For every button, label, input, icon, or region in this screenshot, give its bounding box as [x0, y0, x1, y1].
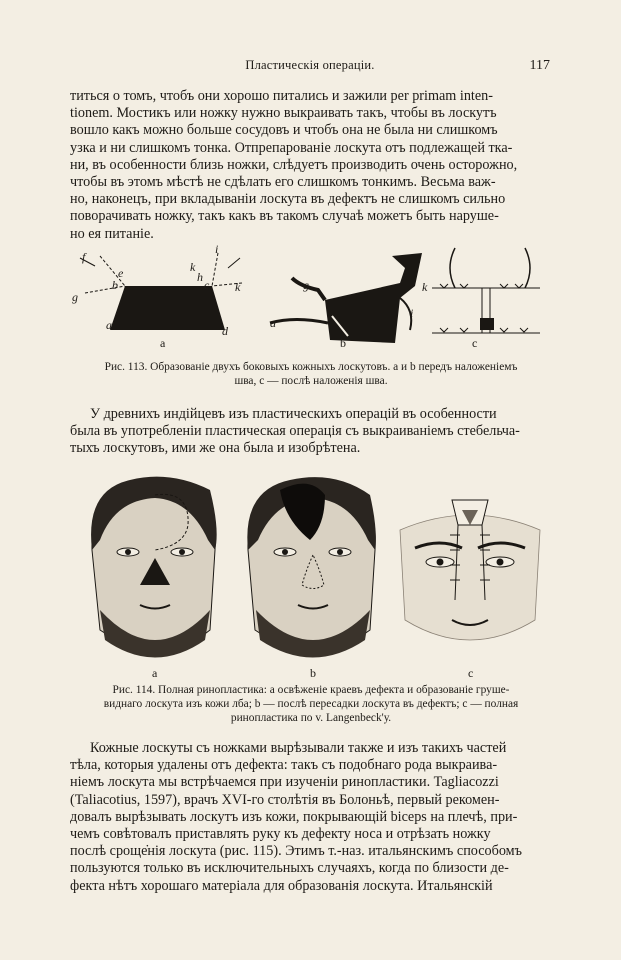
figure-114-caption	[70, 683, 552, 725]
figure-113-drawings	[70, 238, 552, 350]
face-a	[91, 477, 217, 658]
figure-113-sublabel-a: a	[160, 336, 166, 350]
running-title: Пластическія операціи.	[245, 58, 375, 72]
caption-line: виднаго лоскута изъ кожи лба; b — послѣ пересадки лоскута въ дефектъ; c — полная	[103, 698, 519, 710]
text-line: была въ употребленіи пластическая операція съ выкраиваніемъ стебельча-	[70, 423, 520, 440]
caption-line: Рис. 114. Полная ринопластика: a освѣженіе краевъ дефекта и образованіе груше-	[112, 684, 510, 696]
label-a-a: a	[106, 318, 112, 332]
figure-114-drawings	[70, 470, 552, 666]
face-c	[400, 500, 540, 640]
figure-113-caption	[70, 360, 552, 388]
text-line: tionem. Мостикъ или ножку нужно выкраивать такъ, чтобы въ лоскутъ	[70, 105, 497, 122]
paragraph-1	[70, 88, 552, 243]
figure-113-panel-b	[270, 253, 422, 343]
figure-114-sublabel-b: b	[310, 666, 316, 680]
figure-113-sublabel-b: b	[340, 336, 346, 350]
text-line: У древнихъ индійцевъ изъ пластическихъ операцій въ особенности	[90, 406, 497, 422]
figure-113-panel-c	[432, 248, 540, 333]
figure-113-sublabel-c: c	[472, 336, 478, 350]
label-d-a: d	[222, 324, 228, 338]
text-line: послѣ сроще̇нія лоскута (рис. 115). Этимъ т.-наз. итальянскимъ способомъ	[70, 843, 522, 860]
text-line: тыхъ лоскутовъ, ими же она была и изобрѣтена.	[70, 440, 361, 457]
text-line: поворачивать ножку, такъ какъ въ такомъ случаѣ можетъ быть наруше-	[70, 208, 499, 225]
figure-114-sublabel-a: a	[152, 666, 158, 680]
text-line: титься о томъ, чтобъ они хорошо питались и зажили per primam inten-	[70, 88, 493, 104]
label-g-a: g	[72, 290, 78, 304]
figure-114-sublabel-c: c	[468, 666, 474, 680]
text-line: вошло какъ можно больше сосудовъ и чтобъ она не была ни слишкомъ	[70, 122, 498, 139]
label-k-a: k	[190, 260, 196, 274]
figure-114	[70, 470, 552, 680]
text-line: чтобы въ этомъ мѣстѣ не сдѣлать его слишкомъ тонкимъ. Весьма важ-	[70, 174, 496, 191]
paragraph-2	[70, 406, 552, 458]
text-line: (Taliacotius, 1597), врачъ XVI-го столѣтія въ Болоньѣ, первый рекомен-	[70, 791, 500, 808]
label-a-b: a	[270, 316, 276, 330]
caption-line: Рис. 113. Образованіе двухъ боковыхъ кожныхъ лоскутовъ. a и b передъ наложеніемъ	[104, 361, 518, 373]
text-line: узка и ни слишкомъ тонка. Отпрепарованіе лоскута отъ подлежащей тка-	[70, 139, 513, 156]
face-b	[247, 477, 375, 657]
text-line: пользуются только въ исключительныхъ случаяхъ, когда по близости де-	[70, 860, 509, 877]
text-line: фекта нѣтъ хорошаго матеріала для образованія лоскута. Итальянскій	[70, 877, 493, 894]
label-c-a: c	[204, 278, 210, 292]
figure-113-panel-a	[80, 253, 242, 330]
label-i-b: i	[410, 306, 414, 320]
text-line: но ея питаніе.	[70, 225, 154, 242]
paragraph-3	[70, 740, 552, 895]
text-line: ніемъ лоскута мы встрѣчаемся при изученіи ринопластики. Tagliacozzi	[70, 774, 499, 791]
label-f-a: f	[82, 250, 86, 264]
text-line: чемъ совѣтовалъ приставлять руку къ дефекту носа и отрѣзать ножку	[70, 826, 491, 843]
text-line: довалъ вырѣзывать лоскутъ изъ кожи, покрывающій biceps на плечѣ, при-	[70, 808, 518, 825]
label-e-a: e	[118, 266, 124, 280]
caption-line: ринопластика по v. Langenbeck'у.	[230, 712, 392, 724]
label-g-b: g	[303, 278, 309, 292]
text-line: ни, въ особенности близь ножки, слѣдуетъ производить очень осторожно,	[70, 156, 518, 173]
label-h-a: h	[197, 270, 203, 284]
label-k-b: k	[422, 280, 428, 294]
text-line: Кожные лоскуты съ ножками вырѣзывали также и изъ такихъ частей	[90, 740, 507, 756]
caption-line: шва, c — послѣ наложенія шва.	[234, 375, 388, 387]
text-line: но, наконецъ, при вкладываніи лоскута въ дефектъ не слишкомъ сильно	[70, 191, 506, 208]
figure-113	[70, 238, 552, 350]
label-k2-a: k	[235, 280, 241, 294]
page-number: 117	[529, 58, 550, 73]
label-b-a: b	[112, 278, 118, 292]
page-header	[70, 58, 550, 78]
text-line: тѣла, которыя удалены отъ дефекта: такъ съ подобнаго рода выкраива-	[70, 757, 498, 774]
label-i-a: i	[215, 242, 219, 256]
